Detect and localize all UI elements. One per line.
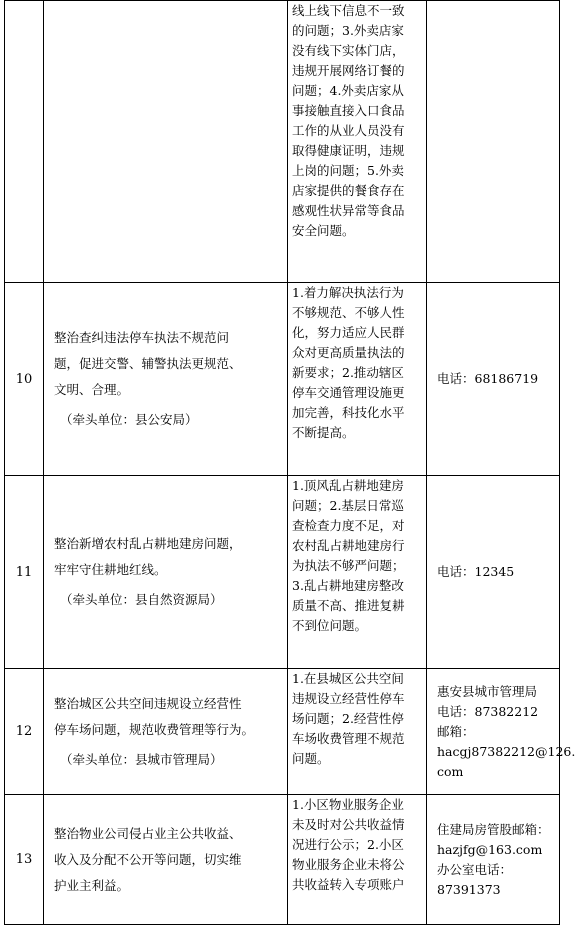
task-cell <box>44 795 288 925</box>
row-number-cell: 12 <box>5 669 44 795</box>
problem-cell <box>288 283 427 476</box>
contact-line: 邮箱： <box>437 723 475 739</box>
lead-unit: （牵头单位：县公安局） <box>60 412 198 427</box>
problem-line: 违规设立经营性停车 <box>292 691 405 706</box>
contact-line: 电话：68186719 <box>437 371 539 386</box>
contact-cell <box>427 795 560 925</box>
problem-line: 问题。 <box>292 751 330 766</box>
problem-line: 店家提供的餐食存在 <box>292 183 405 198</box>
problem-line: 工作的从业人员没有 <box>292 123 405 138</box>
contact-cell <box>427 669 575 795</box>
lead-unit: （牵头单位：县自然资源局） <box>60 592 223 607</box>
table-row <box>5 1 560 283</box>
task-cell <box>44 283 288 476</box>
problem-line: 众对更高质量执法的 <box>292 345 405 360</box>
contact-line: 电话：12345 <box>437 564 515 579</box>
table-row <box>5 283 560 476</box>
problem-line: 取得健康证明，违规 <box>292 143 405 158</box>
contact-phone: 87391373 <box>437 881 501 897</box>
contact-line: 办公室电话： <box>437 861 513 877</box>
problem-line: 化，努力适应人民群 <box>292 325 405 340</box>
task-cell <box>44 476 288 669</box>
problem-line: 违规开展网络订餐的 <box>292 63 405 78</box>
problem-line: 没有线下实体门店， <box>292 43 405 58</box>
contact-line: 惠安县城市管理局 <box>437 683 538 699</box>
task-line: 停车场问题，规范收费管理等行为。 <box>54 721 255 737</box>
problem-line: 查检查力度不足，对 <box>292 518 405 533</box>
task-line: 护业主利益。 <box>54 877 130 893</box>
problem-line: 质量不高、推进复耕 <box>292 598 405 613</box>
problem-line: 加完善，科技化水平 <box>292 405 405 420</box>
problem-line: 新要求；2.推动辖区 <box>292 365 404 380</box>
problem-line: 1.顶风乱占耕地建房 <box>292 478 404 493</box>
problem-cell <box>288 795 427 925</box>
task-line: 收入及分配不公开等问题，切实维 <box>54 851 242 867</box>
task-line: 整治城区公共空间违规设立经营性 <box>54 695 242 711</box>
task-cell <box>44 1 288 283</box>
task-line: 文明、合理。 <box>54 382 130 397</box>
contact-email[interactable]: hacgj87382212@126. <box>437 743 575 759</box>
table-row <box>5 669 560 795</box>
contact-email[interactable]: hazjfg@163.com <box>437 841 543 857</box>
table-row <box>5 476 560 669</box>
task-table <box>4 0 575 925</box>
problem-line: 农村乱占耕地建房行 <box>292 538 405 553</box>
problem-line: 线上线下信息不一致 <box>292 3 405 18</box>
task-line: 整治新增农村乱占耕地建房问题， <box>54 536 242 551</box>
problem-line: 问题；2.基层日常巡 <box>292 498 404 513</box>
contact-line: 住建局房管股邮箱： <box>437 821 550 837</box>
problem-line: 不到位问题。 <box>292 618 368 633</box>
problem-line: 况进行公示；2.小区 <box>292 837 404 852</box>
contact-cell <box>427 476 560 669</box>
table-row <box>5 795 560 925</box>
task-cell <box>44 669 288 795</box>
task-line: 整治查纠违法停车执法不规范问 <box>54 330 230 345</box>
problem-line: 不够规范、不够人性 <box>292 305 405 320</box>
problem-line: 不断提高。 <box>292 425 355 440</box>
contact-cell <box>427 283 560 476</box>
problem-line: 共收益转入专项账户 <box>292 877 405 892</box>
row-number-cell: 11 <box>5 476 44 669</box>
problem-line: 未及时对公共收益情 <box>292 817 405 832</box>
problem-line: 1.在县城区公共空间 <box>292 671 404 686</box>
problem-line: 安全问题。 <box>292 223 355 238</box>
row-number-cell: 10 <box>5 283 44 476</box>
row-number-cell <box>5 1 44 283</box>
problem-line: 停车交通管理设施更 <box>292 385 405 400</box>
problem-line: 物业服务企业未将公 <box>292 857 405 872</box>
problem-line: 为执法不够严问题； <box>292 558 405 573</box>
contact-email[interactable]: com <box>437 763 464 779</box>
problem-line: 1.小区物业服务企业 <box>292 797 404 812</box>
problem-line: 感观性状异常等食品 <box>292 203 405 218</box>
problem-cell <box>288 1 427 283</box>
row-number-cell: 13 <box>5 795 44 925</box>
problem-line: 1.着力解决执法行为 <box>292 285 404 300</box>
problem-line: 事接触直接入口食品 <box>292 103 405 118</box>
problem-line: 3.乱占耕地建房整改 <box>292 578 404 593</box>
task-line: 题，促进交警、辅警执法更规范、 <box>54 356 242 371</box>
problem-line: 上岗的问题；5.外卖 <box>292 163 404 178</box>
lead-unit: （牵头单位：县城市管理局） <box>60 751 223 767</box>
contact-line: 电话：87382212 <box>437 703 539 719</box>
task-line: 牢牢守住耕地红线。 <box>54 562 167 577</box>
problem-line: 问题；4.外卖店家从 <box>292 83 404 98</box>
problem-line: 场问题；2.经营性停 <box>292 711 404 726</box>
problem-line: 的问题；3.外卖店家 <box>292 23 404 38</box>
contact-cell <box>427 1 560 283</box>
problem-cell <box>288 476 427 669</box>
problem-cell <box>288 669 427 795</box>
problem-line: 车场收费管理不规范 <box>292 731 405 746</box>
task-line: 整治物业公司侵占业主公共收益、 <box>54 825 242 841</box>
